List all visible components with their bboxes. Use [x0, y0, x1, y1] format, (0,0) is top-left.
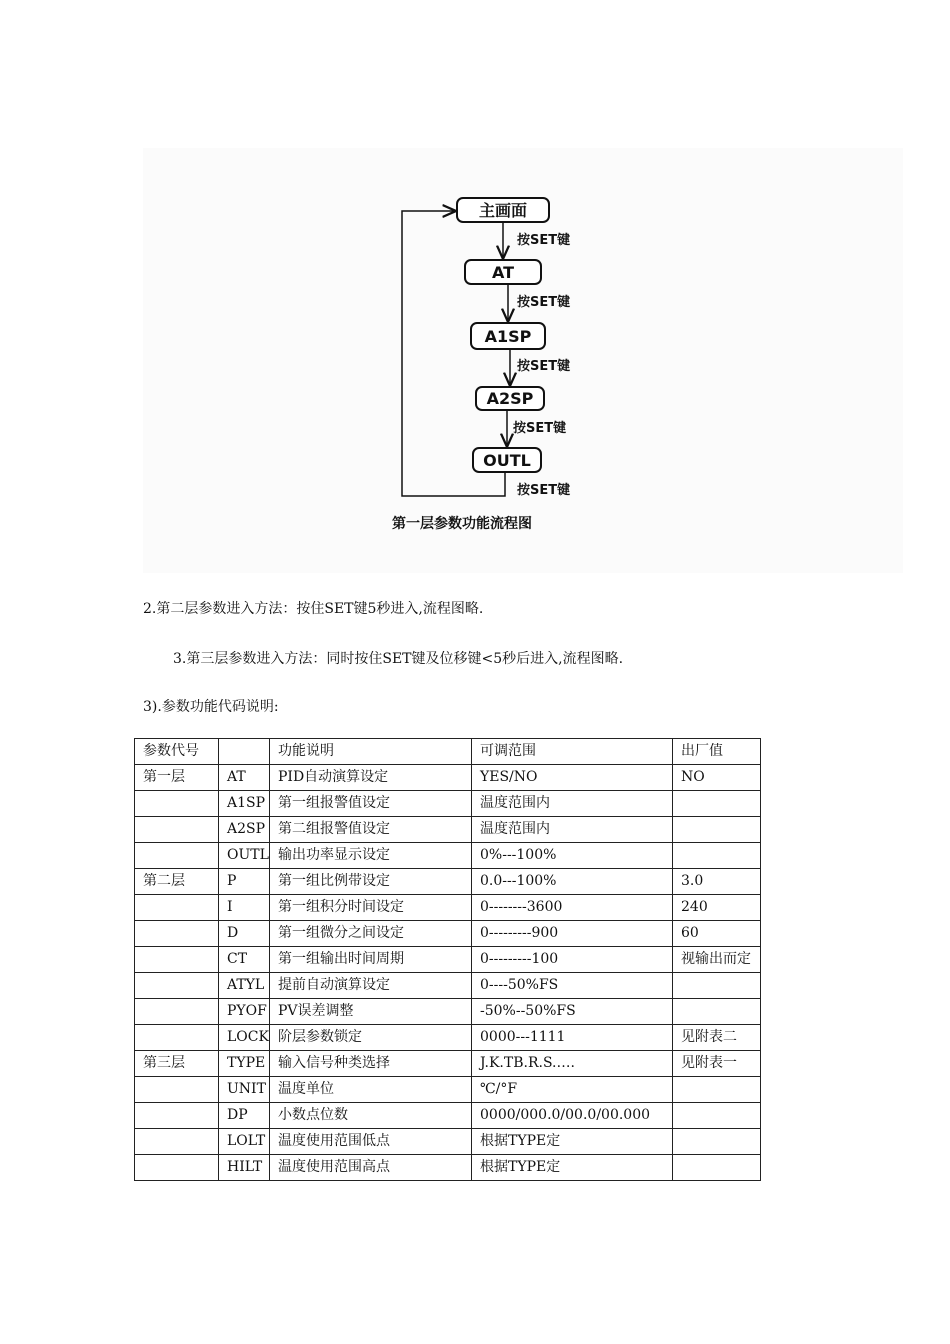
table-cell — [673, 843, 761, 869]
table-row — [135, 1051, 761, 1077]
table-cell — [673, 999, 761, 1025]
header-cell: 参数代号 — [135, 739, 219, 765]
table-cell: 0%---100% — [472, 843, 673, 869]
table-row — [135, 1025, 761, 1051]
table-cell — [673, 973, 761, 999]
table-cell: D — [219, 921, 270, 947]
table-row — [135, 765, 761, 791]
table-cell: 阶层参数锁定 — [270, 1025, 472, 1051]
table-row — [135, 1103, 761, 1129]
table-cell — [135, 947, 219, 973]
table-cell — [673, 1155, 761, 1181]
header-cell: 功能说明 — [270, 739, 472, 765]
table-cell — [673, 817, 761, 843]
table-cell: I — [219, 895, 270, 921]
table-cell — [135, 895, 219, 921]
table-row — [135, 921, 761, 947]
table-cell: ℃/°F — [472, 1077, 673, 1103]
edge-label-4: 按SET键 — [513, 421, 567, 436]
table-cell: J.K.TB.R.S.…. — [472, 1051, 673, 1077]
table-cell — [135, 1129, 219, 1155]
table-row — [135, 947, 761, 973]
table-row — [135, 791, 761, 817]
table-cell: 0--------3600 — [472, 895, 673, 921]
table-cell — [135, 973, 219, 999]
edge-label-5: 按SET键 — [517, 483, 571, 498]
table-cell: 温度范围内 — [472, 791, 673, 817]
paragraph-third-layer: 3.第三层参数进入方法：同时按住SET键及位移键<5秒后进入,流程图略. — [173, 651, 624, 667]
table-cell: 第一组积分时间设定 — [270, 895, 472, 921]
header-cell — [219, 739, 270, 765]
table-cell: PV误差调整 — [270, 999, 472, 1025]
node-outl-label: OUTL — [483, 451, 531, 470]
table-cell: 0000---1111 — [472, 1025, 673, 1051]
table-row — [135, 843, 761, 869]
table-cell: 第二层 — [135, 869, 219, 895]
table-row — [135, 1077, 761, 1103]
table-cell: 0----50%FS — [472, 973, 673, 999]
table-cell: 第一层 — [135, 765, 219, 791]
table-cell — [673, 1129, 761, 1155]
table-cell: A1SP — [219, 791, 270, 817]
table-cell — [135, 843, 219, 869]
table-cell: 0---------100 — [472, 947, 673, 973]
table-cell — [135, 1155, 219, 1181]
header-cell: 出厂值 — [673, 739, 761, 765]
table-cell: UNIT — [219, 1077, 270, 1103]
table-cell: LOLT — [219, 1129, 270, 1155]
table-cell: PYOF — [219, 999, 270, 1025]
table-cell: NO — [673, 765, 761, 791]
table-cell — [135, 817, 219, 843]
table-cell: P — [219, 869, 270, 895]
table-cell: 第三层 — [135, 1051, 219, 1077]
table-cell: HILT — [219, 1155, 270, 1181]
table-cell: 视输出而定 — [673, 947, 761, 973]
table-cell — [673, 1077, 761, 1103]
table-cell — [135, 921, 219, 947]
table-cell: YES/NO — [472, 765, 673, 791]
table-cell: 输出功率显示设定 — [270, 843, 472, 869]
flowchart — [143, 148, 903, 573]
table-cell: 0000/000.0/00.0/00.000 — [472, 1103, 673, 1129]
table-cell: 温度使用范围高点 — [270, 1155, 472, 1181]
table-cell: 第二组报警值设定 — [270, 817, 472, 843]
table-cell: OUTL — [219, 843, 270, 869]
table-cell: 温度范围内 — [472, 817, 673, 843]
edge-label-1: 按SET键 — [517, 233, 571, 248]
table-cell: TYPE — [219, 1051, 270, 1077]
table-cell: 第一组输出时间周期 — [270, 947, 472, 973]
table-cell: CT — [219, 947, 270, 973]
table-cell: PID自动演算设定 — [270, 765, 472, 791]
table-cell: 见附表一 — [673, 1051, 761, 1077]
table-cell: ATYL — [219, 973, 270, 999]
edge-label-3: 按SET键 — [517, 359, 571, 374]
table-cell: 240 — [673, 895, 761, 921]
table-cell: 输入信号种类选择 — [270, 1051, 472, 1077]
table-row — [135, 999, 761, 1025]
table-row — [135, 869, 761, 895]
table-cell: 温度单位 — [270, 1077, 472, 1103]
table-cell — [135, 1077, 219, 1103]
table-cell — [135, 1103, 219, 1129]
table-cell — [135, 999, 219, 1025]
table-cell — [673, 1103, 761, 1129]
table-row — [135, 895, 761, 921]
table-cell — [135, 791, 219, 817]
node-a2sp-label: A2SP — [486, 389, 534, 408]
node-at-label: AT — [491, 263, 515, 282]
table-row — [135, 1129, 761, 1155]
table-header-row — [135, 739, 761, 765]
header-cell: 可调范围 — [472, 739, 673, 765]
table-row — [135, 817, 761, 843]
table-cell: AT — [219, 765, 270, 791]
table-row — [135, 973, 761, 999]
flowchart-caption: 第一层参数功能流程图 — [392, 516, 532, 532]
table-cell: 0---------900 — [472, 921, 673, 947]
table-cell: 60 — [673, 921, 761, 947]
table-cell — [673, 791, 761, 817]
table-cell: DP — [219, 1103, 270, 1129]
table-cell: 第一组报警值设定 — [270, 791, 472, 817]
flowchart-figure — [143, 148, 903, 573]
table-cell: 见附表二 — [673, 1025, 761, 1051]
table-row — [135, 1155, 761, 1181]
table-cell: A2SP — [219, 817, 270, 843]
table-cell: 第一组微分之间设定 — [270, 921, 472, 947]
node-a1sp-label: A1SP — [484, 327, 532, 346]
table-cell: 提前自动演算设定 — [270, 973, 472, 999]
table-cell: 第一组比例带设定 — [270, 869, 472, 895]
table-cell: 根据TYPE定 — [472, 1129, 673, 1155]
paragraph-second-layer: 2.第二层参数进入方法：按住SET键5秒进入,流程图略. — [143, 601, 484, 617]
parameter-table — [134, 738, 761, 1181]
table-cell: -50%--50%FS — [472, 999, 673, 1025]
table-cell: 温度使用范围低点 — [270, 1129, 472, 1155]
table-cell: 小数点位数 — [270, 1103, 472, 1129]
paragraph-code-heading: 3).参数功能代码说明: — [143, 699, 279, 715]
table-cell: LOCK — [219, 1025, 270, 1051]
table-cell — [135, 1025, 219, 1051]
table-cell: 3.0 — [673, 869, 761, 895]
table-cell: 根据TYPE定 — [472, 1155, 673, 1181]
table-cell: 0.0---100% — [472, 869, 673, 895]
edge-label-2: 按SET键 — [517, 295, 571, 310]
node-main-label: 主画面 — [478, 201, 528, 220]
